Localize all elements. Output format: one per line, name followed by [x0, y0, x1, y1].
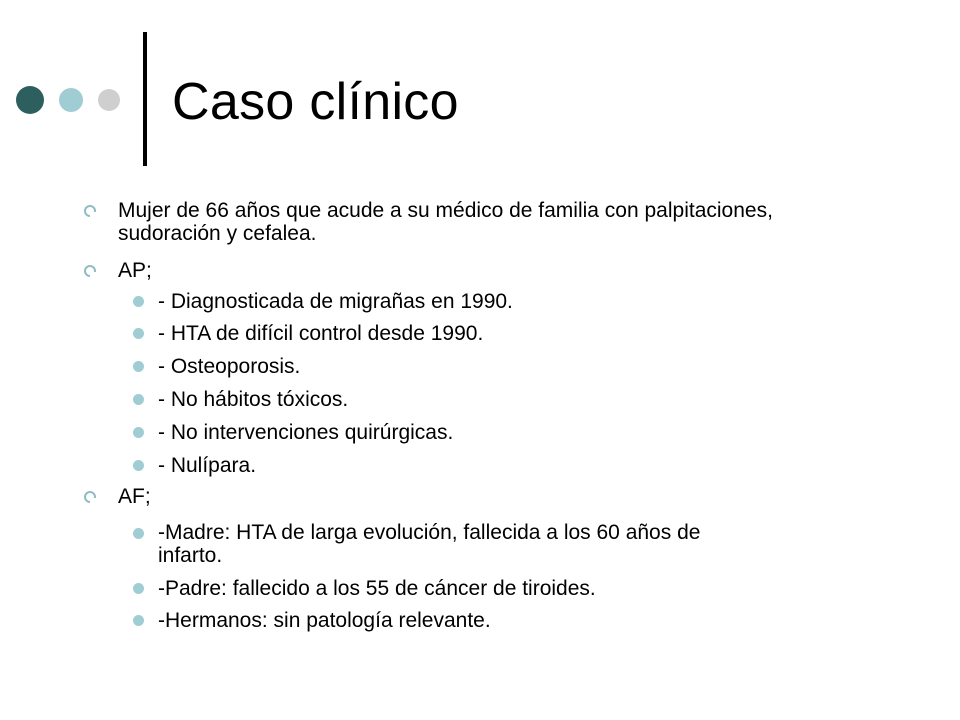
sub-bullet-dot-icon: [133, 528, 144, 539]
sub-bullet-dot-icon: [133, 583, 144, 594]
sub-bullet-text: -Hermanos: sin patología relevante.: [158, 609, 491, 632]
bullet-ring-icon: [84, 491, 96, 503]
title-divider: [143, 32, 147, 166]
sub-bullet-dot-icon: [133, 361, 144, 372]
bullet-text-ap: AP;: [118, 259, 152, 282]
sub-bullet-text: - Nulípara.: [158, 454, 257, 477]
sub-bullet-text: - HTA de difícil control desde 1990.: [158, 322, 484, 345]
bullet-ring-icon: [84, 265, 96, 277]
sub-bullet-dot-icon: [133, 328, 144, 339]
sub-bullet-text: -Madre: HTA de larga evolución, fallecida a los 60 años de infarto.: [158, 521, 701, 567]
sub-bullet-dot-icon: [133, 296, 144, 307]
sub-bullet-text: -Padre: fallecido a los 55 de cáncer de tiroides.: [158, 577, 596, 600]
decorative-dot-grey: [98, 89, 120, 111]
sub-bullet-dot-icon: [133, 460, 144, 471]
sub-bullet-text: - No hábitos tóxicos.: [158, 388, 349, 411]
slide-title: Caso clínico: [172, 73, 459, 131]
bullet-text-af: AF;: [118, 485, 151, 508]
sub-bullet-text: - Diagnosticada de migrañas en 1990.: [158, 290, 513, 313]
sub-bullet-dot-icon: [133, 615, 144, 626]
sub-bullet-text: - No intervenciones quirúrgicas.: [158, 421, 454, 444]
sub-bullet-dot-icon: [133, 427, 144, 438]
bullet-ring-icon: [84, 205, 96, 217]
sub-bullet-dot-icon: [133, 394, 144, 405]
sub-bullet-text: - Osteoporosis.: [158, 355, 301, 378]
bullet-text-patient: Mujer de 66 años que acude a su médico de familia con palpitaciones, sudoración y cefalea.: [118, 199, 773, 245]
decorative-dot-light: [59, 88, 83, 112]
decorative-dot-dark: [16, 86, 44, 114]
